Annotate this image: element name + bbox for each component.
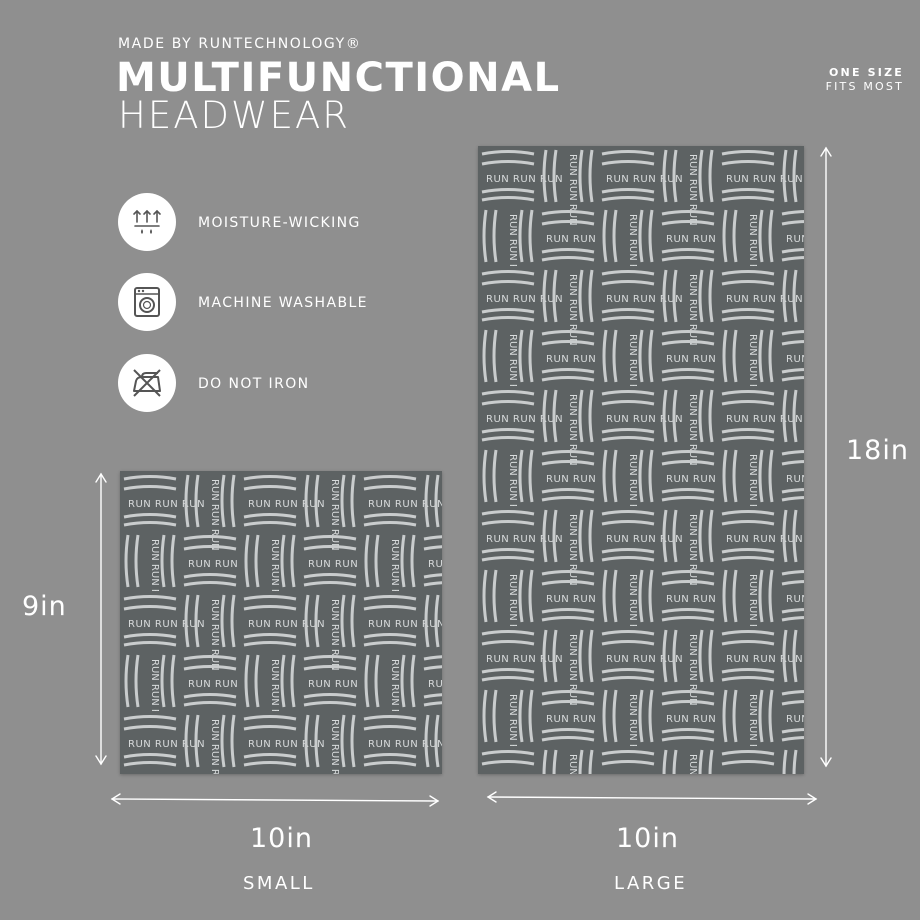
small-size-name: SMALL bbox=[243, 873, 315, 894]
product-title-line1: MULTIFUNCTIONAL bbox=[116, 55, 561, 101]
large-height-label: 18in bbox=[846, 435, 909, 466]
large-width-label: 10in bbox=[616, 823, 679, 854]
size-note-line1: ONE SIZE bbox=[828, 66, 904, 79]
size-note-line2: FITS MOST bbox=[825, 80, 904, 93]
feature-label-moisture-wicking: MOISTURE-WICKING bbox=[198, 215, 361, 231]
large-size-name: LARGE bbox=[614, 873, 688, 894]
small-width-label: 10in bbox=[250, 823, 313, 854]
product-title-line2: HEADWEAR bbox=[118, 94, 350, 137]
small-height-label: 9in bbox=[22, 591, 67, 622]
feature-label-do-not-iron: DO NOT IRON bbox=[198, 376, 310, 392]
brand-tagline: MADE BY RUNTECHNOLOGY® bbox=[118, 36, 362, 52]
feature-label-machine-washable: MACHINE WASHABLE bbox=[198, 295, 368, 311]
